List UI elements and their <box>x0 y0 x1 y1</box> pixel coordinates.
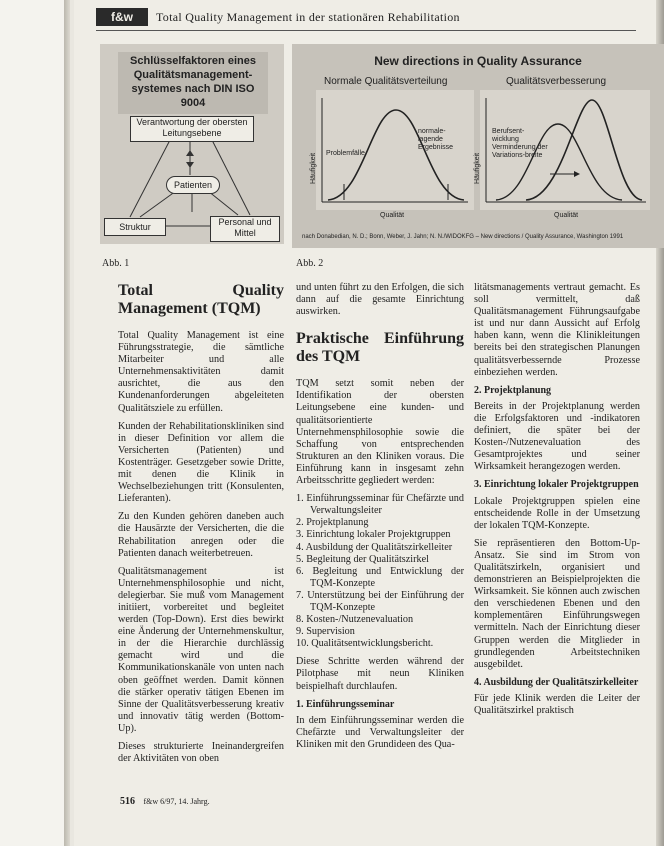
paragraph: Bereits in der Projektplanung werden die Erfolgsfaktoren und -indikatoren definiert, die später bei der Kosten-/Nutzenevaluation des Gesamtprojektes und seiner Wirksamkeit herangezogen werden. <box>474 400 640 473</box>
paragraph: Lokale Projektgruppen spielen eine entscheidende Rolle in der Umsetzung der lokalen TQM-Konzepte. <box>474 495 640 531</box>
journal-reference: f&w 6/97, 14. Jahrg. <box>143 797 210 806</box>
figure-1-diagram <box>100 44 284 244</box>
column-2 <box>296 282 464 757</box>
steps-list <box>296 493 464 650</box>
page-number: 516 <box>120 796 135 807</box>
paragraph: Total Quality Management ist eine Führungsstrategie, die sämtliche Mitarbeiter und alle Unternehmensaktivitäten damit ausrichtet, die aus den Kundenanforderungen abgeleiteten Qualitätsziele zu erfüllen. <box>118 330 284 414</box>
subheading: 3. Einrichtung lokaler Projektgruppen <box>474 479 639 491</box>
list-item: 5. Begleitung der Qualitätszirkel <box>296 553 429 565</box>
figure-2-title: New directions in Quality Assurance <box>374 54 582 68</box>
figure-2-y-label-right: Häufigkeit <box>474 152 481 184</box>
figure-2-chart <box>292 44 664 248</box>
list-item: 2. Projektplanung <box>296 517 369 529</box>
subheading: 1. Einführungsseminar <box>296 698 395 710</box>
section-heading-practical: Praktische Einführung des TQM <box>296 330 464 366</box>
list-item: 8. Kosten-/Nutzenevaluation <box>296 614 414 626</box>
binding-gutter <box>0 0 64 846</box>
figure-2-left-subtitle: Normale Qualitätsverteilung <box>324 76 448 87</box>
list-item: 3. Einrichtung lokaler Projektgruppen <box>296 529 451 541</box>
figure-1-center-node: Patienten <box>166 176 220 194</box>
paragraph: Dieses strukturierte Ineinandergreifen der Aktivitäten von oben <box>118 741 284 765</box>
paragraph: Kunden der Rehabilitationskliniken sind in dieser Definition vor allem die Versicherten (Patienten) und Kostenträger. Gesetzgeber sowie Dritte, mit denen die Klinik in Wechselbeziehungen tritt (Konsulenten, Lieferanten). <box>118 420 284 505</box>
paragraph: Diese Schritte werden während der Pilotphase mit neun Kliniken beispielhaft durchlaufen. <box>296 656 464 692</box>
paragraph: Qualitätsmanagement ist Unternehmensphilosophie und nicht, delegierbar. Sie muß vom Management initiiert, vorbereitet und begleitet werden (Top-Down). Erst dies bewirkt eine Änderung der Unternehmenskultur, in der die Hierarchie durchlässig gemacht wird und die Kommunikationskanäle von unten nach oben geöffnet werden. Damit können die stärker operativ tätigen Ebenen im Sinne der Qualitätsverbesserung kreativ und innovativ tätig werden (Bottom-Up). <box>118 565 284 734</box>
paragraph: Zu den Kunden gehören daneben auch die Hausärzte der Versicherten, die die Rehabilitation anregen oder die Patienten danach weiterbetreuen. <box>118 511 284 559</box>
list-item: 10. Qualitätsentwicklungsbericht. <box>296 638 434 650</box>
paragraph: litätsmanagements vertraut gemacht. Es soll vermittelt, daß Qualitätsmanagement Führungsaufgabe ist und nur dann Aussicht auf Erfolg haben kann, wenn die Klinikleitungen bereits bei den strategischen Planungen qualitätsverbessernde Prozesse einbeziehen werden. <box>474 282 640 378</box>
figure-2-source: nach Donabedian, N. D.; Bonn, Weber, J. Jahn; N. N./WIDOKFG – New directions / Quality Assurance, Washington 1991 <box>302 234 624 240</box>
subheading: 2. Projektplanung <box>474 384 552 396</box>
list-item: 9. Supervision <box>296 626 355 638</box>
figure-1-title: Schlüsselfaktoren eines Qualitätsmanagement-systemes nach DIN ISO 9004 <box>118 52 268 114</box>
figure-2-right-subtitle: Qualitätsverbesserung <box>506 76 607 87</box>
paragraph: Sie repräsentieren den Bottom-Up-Ansatz. Sie sind im Strom von Qualitätszirkeln, organisiert und demonstrieren an Beispielprojekten die Wirksamkeit. Sie können auch zwischen den verschiedenen Ebenen und den komplementären Einführungswegen vermitteln. Nach der Einrichtung dieser Gruppen werden die Mitglieder in grundlegenden Arbeitstechniken ausgebildet. <box>474 537 640 670</box>
paragraph: und unten führt zu den Erfolgen, die sich dann auf die gesamte Einrichtung auswirken. <box>296 282 464 318</box>
list-item: 7. Unterstützung bei der Einführung der TQM-Konzepte <box>296 589 464 613</box>
figure-2-note-normal: normale-lagende Ergebnisse <box>418 128 454 151</box>
section-heading-tqm: Total Quality Management (TQM) <box>118 282 284 317</box>
page-footer <box>120 796 210 807</box>
column-3 <box>474 282 640 723</box>
figure-2-x-label-left: Qualität <box>380 212 405 219</box>
figure-2-y-label-left: Häufigkeit <box>310 152 317 184</box>
figure-1-caption: Abb. 1 <box>102 258 130 269</box>
running-title: Total Quality Management in der stationären Rehabilitation <box>156 10 460 24</box>
figure-2-caption: Abb. 2 <box>296 258 324 269</box>
running-header <box>96 6 636 31</box>
list-item: 1. Einführungsseminar für Chefärzte und Verwaltungsleiter <box>296 493 464 517</box>
paragraph: TQM setzt somit neben der Identifikation der obersten Leitungsebene eine kunden- und qualitätsorientierte Unternehmensphilosophie sowie die Schaffung von entsprechenden Strukturen an den Kliniken voraus. Die Einführung kann in insgesamt zehn Arbeitsschritte gegliedert werden: <box>296 378 464 487</box>
figure-2-note-improvement: Berufsent-wicklung Verminderung der Variations-breite <box>492 128 548 159</box>
list-item: 6. Begleitung und Entwicklung der TQM-Konzepte <box>296 565 464 589</box>
paragraph: In dem Einführungsseminar werden die Chefärzte und Verwaltungsleiter der Kliniken mit den Grundideen des Qua- <box>296 714 464 750</box>
figure-1-right-box: Personal und Mittel <box>210 216 280 242</box>
figure-2-note-problem: Problemfälle <box>326 150 365 157</box>
subheading: 4. Ausbildung der Qualitätszirkelleiter <box>474 676 639 688</box>
figure-2-curves <box>292 44 664 248</box>
figure-1-left-box: Struktur <box>104 218 166 236</box>
figure-2-x-label-right: Qualität <box>554 212 579 219</box>
figure-1-top-box: Verantwortung der obersten Leitungsebene <box>130 116 254 142</box>
column-1 <box>118 282 284 771</box>
page-fold-shadow <box>64 0 70 846</box>
paragraph: Für jede Klinik werden die Leiter der Qualitätszirkel praktisch <box>474 692 640 716</box>
journal-logo: f&w <box>96 8 148 26</box>
list-item: 4. Ausbildung der Qualitätszirkelleiter <box>296 541 453 553</box>
